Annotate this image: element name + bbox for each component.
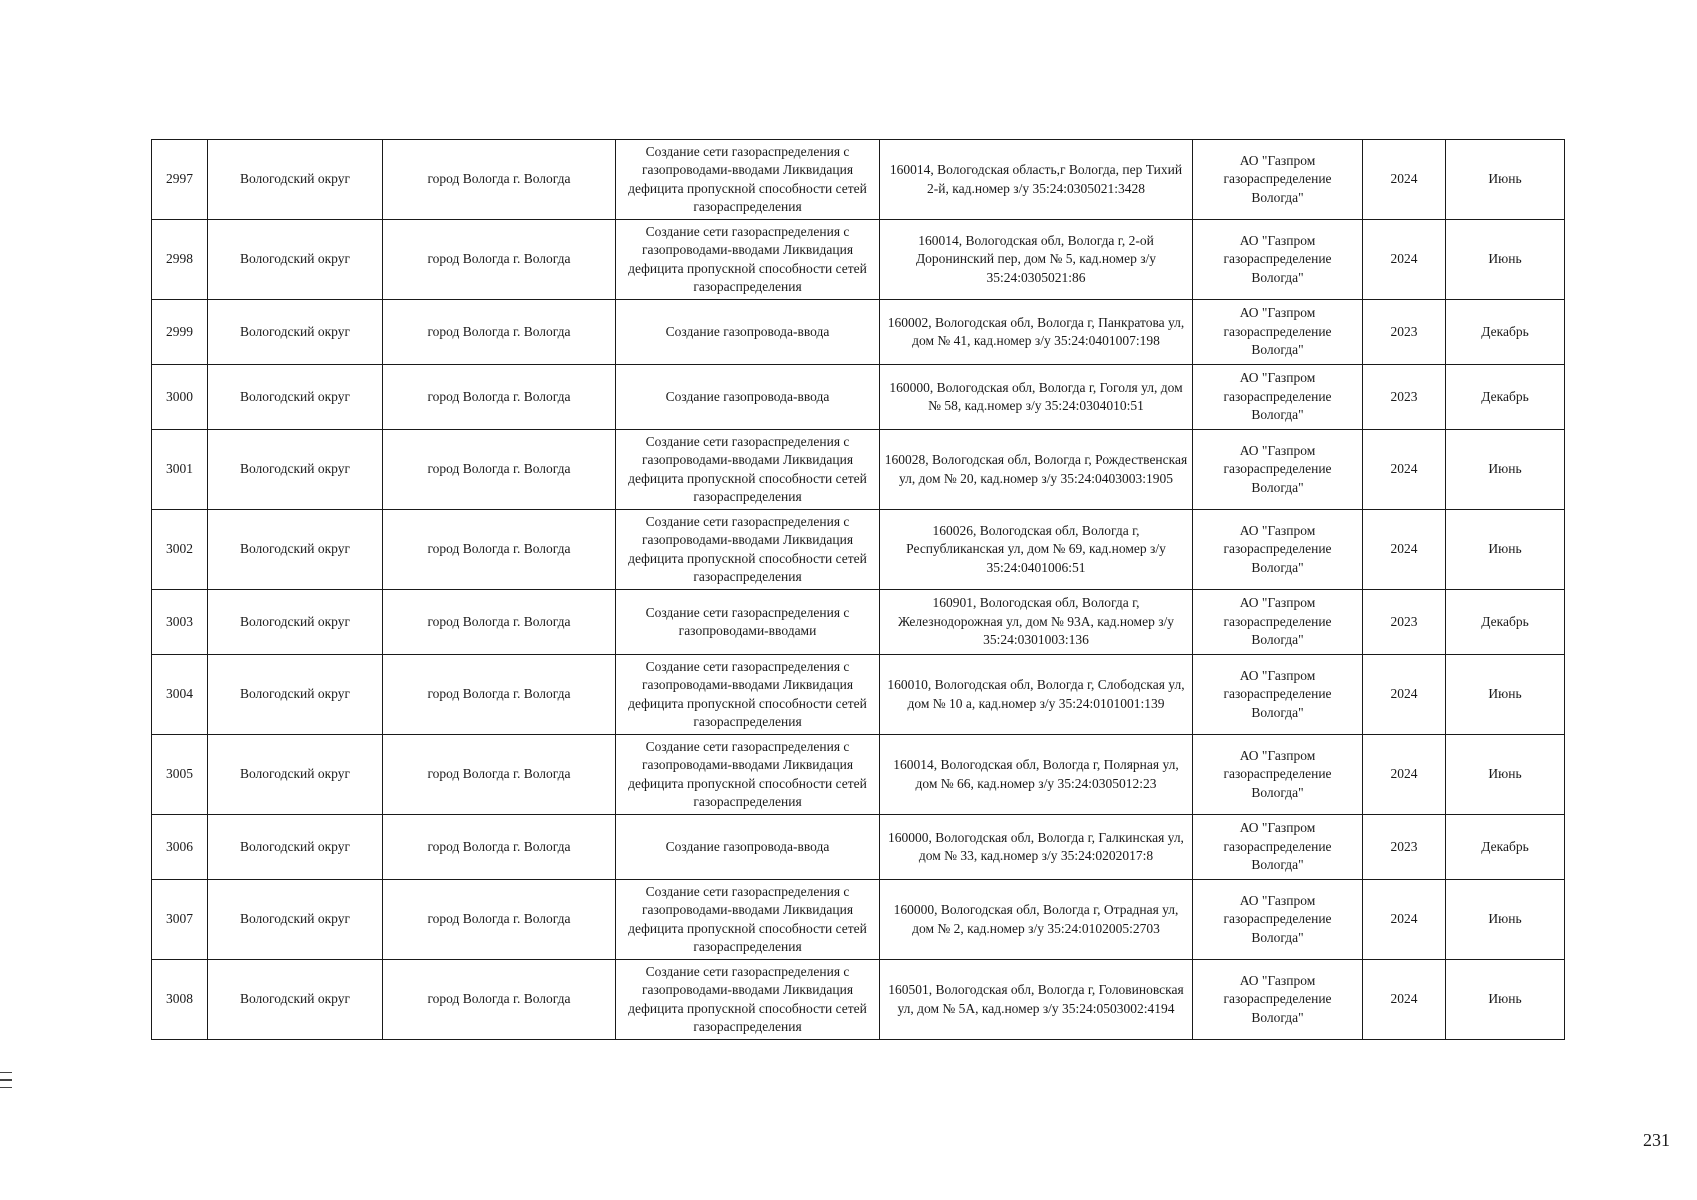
month-cell: Декабрь (1446, 365, 1565, 430)
year-cell: 2023 (1363, 815, 1446, 880)
locality-cell: город Вологда г. Вологда (383, 880, 616, 960)
month-cell: Июнь (1446, 655, 1565, 735)
address-cell: 160901, Вологодская обл, Вологда г, Железнодорожная ул, дом № 93А, кад.номер з/у 35:24:0301003:136 (880, 590, 1193, 655)
district-cell: Вологодский округ (208, 365, 383, 430)
year-cell: 2024 (1363, 430, 1446, 510)
row-number-cell: 3003 (152, 590, 208, 655)
measure-cell: Создание сети газораспределения с газопроводами-вводами Ликвидация дефицита пропускной способности сетей газораспределения (616, 960, 880, 1040)
month-cell: Июнь (1446, 220, 1565, 300)
measure-cell: Создание сети газораспределения с газопроводами-вводами Ликвидация дефицита пропускной способности сетей газораспределения (616, 510, 880, 590)
year-cell: 2023 (1363, 300, 1446, 365)
address-cell: 160028, Вологодская обл, Вологда г, Рождественская ул, дом № 20, кад.номер з/у 35:24:0403003:1905 (880, 430, 1193, 510)
operator-cell: АО "Газпром газораспределение Вологда" (1193, 960, 1363, 1040)
table-row (152, 815, 1565, 880)
measure-cell: Создание сети газораспределения с газопроводами-вводами Ликвидация дефицита пропускной способности сетей газораспределения (616, 880, 880, 960)
month-cell: Июнь (1446, 960, 1565, 1040)
locality-cell: город Вологда г. Вологда (383, 430, 616, 510)
locality-cell: город Вологда г. Вологда (383, 655, 616, 735)
year-cell: 2024 (1363, 960, 1446, 1040)
row-number-cell: 3005 (152, 735, 208, 815)
table-row (152, 365, 1565, 430)
table-row (152, 510, 1565, 590)
page-number: 231 (1643, 1130, 1670, 1150)
year-cell: 2024 (1363, 140, 1446, 220)
measure-cell: Создание сети газораспределения с газопроводами-вводами Ликвидация дефицита пропускной способности сетей газораспределения (616, 655, 880, 735)
row-number-cell: 2999 (152, 300, 208, 365)
address-cell: 160014, Вологодская обл, Вологда г, Полярная ул, дом № 66, кад.номер з/у 35:24:0305012:23 (880, 735, 1193, 815)
district-cell: Вологодский округ (208, 220, 383, 300)
locality-cell: город Вологда г. Вологда (383, 815, 616, 880)
row-number-cell: 2997 (152, 140, 208, 220)
table-row (152, 655, 1565, 735)
year-cell: 2024 (1363, 220, 1446, 300)
operator-cell: АО "Газпром газораспределение Вологда" (1193, 510, 1363, 590)
operator-cell: АО "Газпром газораспределение Вологда" (1193, 430, 1363, 510)
district-cell: Вологодский округ (208, 655, 383, 735)
district-cell: Вологодский округ (208, 880, 383, 960)
row-number-cell: 3002 (152, 510, 208, 590)
operator-cell: АО "Газпром газораспределение Вологда" (1193, 365, 1363, 430)
month-cell: Июнь (1446, 430, 1565, 510)
operator-cell: АО "Газпром газораспределение Вологда" (1193, 880, 1363, 960)
district-cell: Вологодский округ (208, 815, 383, 880)
locality-cell: город Вологда г. Вологда (383, 590, 616, 655)
district-cell: Вологодский округ (208, 140, 383, 220)
address-cell: 160026, Вологодская обл, Вологда г, Республиканская ул, дом № 69, кад.номер з/у 35:24:0401006:51 (880, 510, 1193, 590)
table-row (152, 430, 1565, 510)
district-cell: Вологодский округ (208, 735, 383, 815)
gasification-table (151, 139, 1565, 1040)
month-cell: Июнь (1446, 880, 1565, 960)
operator-cell: АО "Газпром газораспределение Вологда" (1193, 735, 1363, 815)
address-cell: 160010, Вологодская обл, Вологда г, Слободская ул, дом № 10 а, кад.номер з/у 35:24:0101001:139 (880, 655, 1193, 735)
year-cell: 2024 (1363, 510, 1446, 590)
district-cell: Вологодский округ (208, 510, 383, 590)
row-number-cell: 3004 (152, 655, 208, 735)
measure-cell: Создание газопровода-ввода (616, 815, 880, 880)
locality-cell: город Вологда г. Вологда (383, 960, 616, 1040)
address-cell: 160000, Вологодская обл, Вологда г, Гоголя ул, дом № 58, кад.номер з/у 35:24:0304010:51 (880, 365, 1193, 430)
year-cell: 2024 (1363, 655, 1446, 735)
operator-cell: АО "Газпром газораспределение Вологда" (1193, 815, 1363, 880)
year-cell: 2024 (1363, 880, 1446, 960)
table-row (152, 590, 1565, 655)
locality-cell: город Вологда г. Вологда (383, 220, 616, 300)
month-cell: Декабрь (1446, 300, 1565, 365)
locality-cell: город Вологда г. Вологда (383, 510, 616, 590)
address-cell: 160000, Вологодская обл, Вологда г, Отрадная ул, дом № 2, кад.номер з/у 35:24:0102005:2703 (880, 880, 1193, 960)
address-cell: 160501, Вологодская обл, Вологда г, Головиновская ул, дом № 5А, кад.номер з/у 35:24:0503002:4194 (880, 960, 1193, 1040)
measure-cell: Создание сети газораспределения с газопроводами-вводами Ликвидация дефицита пропускной способности сетей газораспределения (616, 735, 880, 815)
operator-cell: АО "Газпром газораспределение Вологда" (1193, 655, 1363, 735)
month-cell: Июнь (1446, 735, 1565, 815)
row-number-cell: 2998 (152, 220, 208, 300)
row-number-cell: 3007 (152, 880, 208, 960)
year-cell: 2024 (1363, 735, 1446, 815)
address-cell: 160014, Вологодская область,г Вологда, пер Тихий 2-й, кад.номер з/у 35:24:0305021:3428 (880, 140, 1193, 220)
month-cell: Июнь (1446, 510, 1565, 590)
locality-cell: город Вологда г. Вологда (383, 140, 616, 220)
table-row (152, 960, 1565, 1040)
measure-cell: Создание газопровода-ввода (616, 300, 880, 365)
operator-cell: АО "Газпром газораспределение Вологда" (1193, 220, 1363, 300)
month-cell: Июнь (1446, 140, 1565, 220)
locality-cell: город Вологда г. Вологда (383, 735, 616, 815)
address-cell: 160014, Вологодская обл, Вологда г, 2-ой Доронинский пер, дом № 5, кад.номер з/у 35:24:0305021:86 (880, 220, 1193, 300)
row-number-cell: 3001 (152, 430, 208, 510)
table-row (152, 140, 1565, 220)
year-cell: 2023 (1363, 590, 1446, 655)
scan-edge-mark (0, 1072, 12, 1094)
locality-cell: город Вологда г. Вологда (383, 365, 616, 430)
table-row (152, 880, 1565, 960)
table-row (152, 735, 1565, 815)
row-number-cell: 3000 (152, 365, 208, 430)
locality-cell: город Вологда г. Вологда (383, 300, 616, 365)
operator-cell: АО "Газпром газораспределение Вологда" (1193, 140, 1363, 220)
measure-cell: Создание сети газораспределения с газопроводами-вводами (616, 590, 880, 655)
address-cell: 160000, Вологодская обл, Вологда г, Галкинская ул, дом № 33, кад.номер з/у 35:24:0202017:8 (880, 815, 1193, 880)
district-cell: Вологодский округ (208, 590, 383, 655)
measure-cell: Создание газопровода-ввода (616, 365, 880, 430)
district-cell: Вологодский округ (208, 430, 383, 510)
row-number-cell: 3008 (152, 960, 208, 1040)
measure-cell: Создание сети газораспределения с газопроводами-вводами Ликвидация дефицита пропускной способности сетей газораспределения (616, 140, 880, 220)
measure-cell: Создание сети газораспределения с газопроводами-вводами Ликвидация дефицита пропускной способности сетей газораспределения (616, 430, 880, 510)
table-row (152, 220, 1565, 300)
measure-cell: Создание сети газораспределения с газопроводами-вводами Ликвидация дефицита пропускной способности сетей газораспределения (616, 220, 880, 300)
row-number-cell: 3006 (152, 815, 208, 880)
month-cell: Декабрь (1446, 590, 1565, 655)
month-cell: Декабрь (1446, 815, 1565, 880)
operator-cell: АО "Газпром газораспределение Вологда" (1193, 300, 1363, 365)
district-cell: Вологодский округ (208, 300, 383, 365)
district-cell: Вологодский округ (208, 960, 383, 1040)
year-cell: 2023 (1363, 365, 1446, 430)
operator-cell: АО "Газпром газораспределение Вологда" (1193, 590, 1363, 655)
table-body (152, 140, 1565, 1040)
table-row (152, 300, 1565, 365)
address-cell: 160002, Вологодская обл, Вологда г, Панкратова ул, дом № 41, кад.номер з/у 35:24:0401007:198 (880, 300, 1193, 365)
